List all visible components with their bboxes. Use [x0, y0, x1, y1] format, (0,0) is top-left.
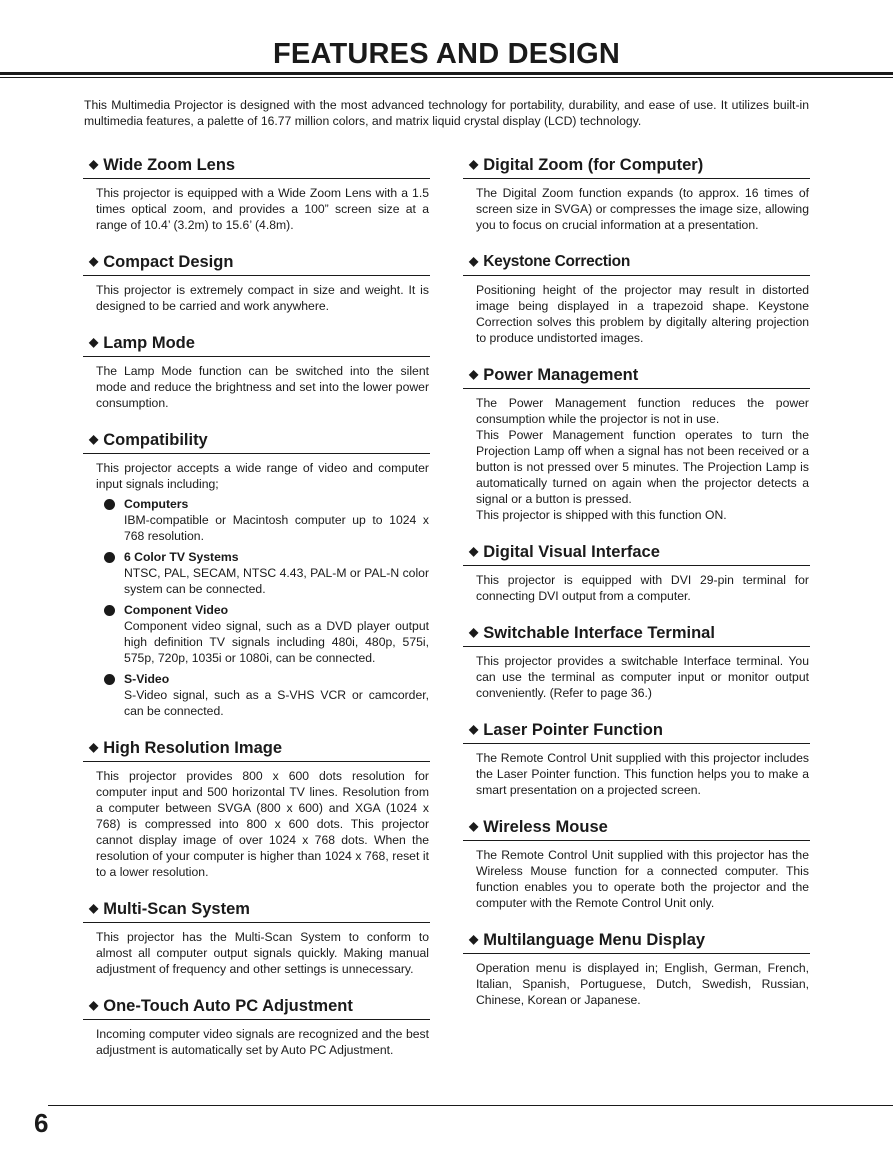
round-bullet-icon [104, 552, 115, 563]
round-bullet-icon [104, 499, 115, 510]
list-item-title: 6 Color TV Systems [124, 550, 239, 564]
section-text: The Remote Control Unit supplied with this projector has the Wireless Mouse function for a connected computer. This function enables you to operate both the projector and the computer with the Remote Control Unit only. [476, 848, 809, 910]
section-multi-scan-system [83, 897, 430, 977]
section-multilanguage-menu-display [463, 928, 810, 1008]
section-heading: Compact Design [103, 253, 234, 271]
diamond-bullet-icon: ◆ [469, 367, 479, 381]
section-wireless-mouse [463, 815, 810, 911]
section-heading: Power Management [483, 366, 639, 384]
section-heading: Digital Zoom (for Computer) [483, 156, 704, 174]
section-text: This projector has the Multi-Scan System to conform to almost all computer output signals quickly. Making manual adjustment of frequency and other settings is unnecessary. [96, 930, 429, 976]
section-heading: Switchable Interface Terminal [483, 624, 715, 642]
intro-paragraph: This Multimedia Projector is designed with the most advanced technology for portability, durability, and ease of use. It utilizes built-in multimedia features, a palette of 16.77 million colors, and matrix liquid crystal display (LCD) technology. [84, 98, 809, 128]
title-rule [0, 72, 893, 75]
diamond-bullet-icon: ◆ [469, 544, 479, 558]
section-heading: Lamp Mode [103, 334, 195, 352]
section-heading: Laser Pointer Function [483, 721, 663, 739]
section-power-management [463, 363, 810, 523]
diamond-bullet-icon: ◆ [89, 740, 99, 754]
diamond-bullet-icon: ◆ [469, 254, 479, 268]
section-wide-zoom-lens [83, 153, 430, 233]
diamond-bullet-icon: ◆ [469, 819, 479, 833]
diamond-bullet-icon: ◆ [469, 625, 479, 639]
section-text: This projector accepts a wide range of video and computer input signals including; [96, 461, 429, 491]
list-item-text: IBM-compatible or Macintosh computer up to 1024 x 768 resolution. [124, 513, 429, 543]
list-item [96, 549, 429, 597]
section-text: Operation menu is displayed in; English, German, French, Italian, Spanish, Portuguese, Dutch, Swedish, Russian, Chinese, Korean or Japanese. [476, 961, 809, 1007]
section-heading: High Resolution Image [103, 739, 282, 757]
diamond-bullet-icon: ◆ [469, 932, 479, 946]
round-bullet-icon [104, 674, 115, 685]
section-text: The Digital Zoom function expands (to approx. 16 times of screen size in SVGA) or compresses the image size, allowing you to focus on crucial information at a presentation. [476, 186, 809, 232]
title-rule-thin [0, 77, 893, 78]
section-text: This projector provides 800 x 600 dots resolution for computer input and 500 horizontal TV lines. Resolution from a computer between SVGA (800 x 600) and XGA (1024 x 768) is compressed into 800 x 600 dots. This projector cannot display image of over 1024 x 768 dots. When the resolution of your computer is higher than 1024 x 768, reset it to a lower resolution. [96, 769, 429, 879]
section-text: This projector is extremely compact in size and weight. It is designed to be carried and work anywhere. [96, 283, 429, 313]
section-text: The Remote Control Unit supplied with this projector includes the Laser Pointer function. This function helps you to make a smart presentation on a projected screen. [476, 751, 809, 797]
section-heading: One-Touch Auto PC Adjustment [103, 997, 353, 1015]
list-item-text: S-Video signal, such as a S-VHS VCR or camcorder, can be connected. [124, 688, 429, 718]
section-compact-design [83, 250, 430, 314]
section-heading: Wireless Mouse [483, 818, 608, 836]
section-text: This projector is equipped with DVI 29-pin terminal for connecting DVI output from a computer. [476, 573, 809, 603]
page-title: FEATURES AND DESIGN [273, 38, 620, 70]
section-text: This projector is equipped with a Wide Zoom Lens with a 1.5 times optical zoom, and provides a 100” screen size at a range of 10.4’ (3.2m) to 15.6’ (4.8m). [96, 186, 429, 232]
section-heading: Multi-Scan System [103, 900, 250, 918]
list-item [96, 496, 429, 544]
section-heading: Multilanguage Menu Display [483, 931, 706, 949]
section-digital-zoom [463, 153, 810, 233]
section-text: Positioning height of the projector may result in distorted image being displayed in a trapezoid shape. Keystone Correction solves this problem by digitally altering projection to produce undistorted images. [476, 283, 809, 345]
diamond-bullet-icon: ◆ [469, 722, 479, 736]
diamond-bullet-icon: ◆ [89, 335, 99, 349]
section-laser-pointer-function [463, 718, 810, 798]
section-keystone-correction [463, 250, 810, 346]
section-text: This projector provides a switchable Interface terminal. You can use the terminal as computer input or monitor output conveniently. (Refer to page 36.) [476, 654, 809, 700]
diamond-bullet-icon: ◆ [89, 901, 99, 915]
section-text: This projector is shipped with this function ON. [476, 508, 727, 522]
list-item [96, 602, 429, 666]
list-item-text: Component video signal, such as a DVD player output high definition TV signals including 480i, 480p, 575i, 575p, 720p, 1035i or 1080i, can be connected. [124, 619, 429, 665]
footer-rule [48, 1105, 893, 1106]
list-item [96, 671, 429, 719]
section-lamp-mode [83, 331, 430, 411]
round-bullet-icon [104, 605, 115, 616]
page-number: 6 [34, 1108, 49, 1138]
diamond-bullet-icon: ◆ [89, 998, 99, 1012]
section-switchable-interface-terminal [463, 621, 810, 701]
section-text: The Power Management function reduces the power consumption while the projector is not in use. [476, 396, 809, 426]
section-heading: Keystone Correction [483, 253, 630, 270]
list-item-title: Component Video [124, 603, 229, 617]
list-item-text: NTSC, PAL, SECAM, NTSC 4.43, PAL-M or PAL-N color system can be connected. [124, 566, 429, 596]
signal-list [96, 496, 429, 719]
right-column [463, 153, 810, 1025]
diamond-bullet-icon: ◆ [89, 254, 99, 268]
list-item-title: Computers [124, 497, 189, 511]
section-heading: Compatibility [103, 431, 208, 449]
section-high-resolution-image [83, 736, 430, 880]
diamond-bullet-icon: ◆ [89, 432, 99, 446]
list-item-title: S-Video [124, 672, 170, 686]
section-text: The Lamp Mode function can be switched into the silent mode and reduce the brightness and set into the lower power consumption. [96, 364, 429, 410]
diamond-bullet-icon: ◆ [469, 157, 479, 171]
section-compatibility [83, 428, 430, 719]
diamond-bullet-icon: ◆ [89, 157, 99, 171]
section-heading: Digital Visual Interface [483, 543, 660, 561]
left-column [83, 153, 430, 1075]
section-text: Incoming computer video signals are recognized and the best adjustment is automatically set by Auto PC Adjustment. [96, 1027, 429, 1057]
section-text: This Power Management function operates to turn the Projection Lamp off when a signal has not been received or a button is not pressed over 5 minutes. The Projection Lamp is automatically turned on again when the projector detects a signal or a button is pressed. [476, 428, 809, 506]
section-digital-visual-interface [463, 540, 810, 604]
section-auto-pc-adjustment [83, 994, 430, 1058]
section-heading: Wide Zoom Lens [103, 156, 236, 174]
